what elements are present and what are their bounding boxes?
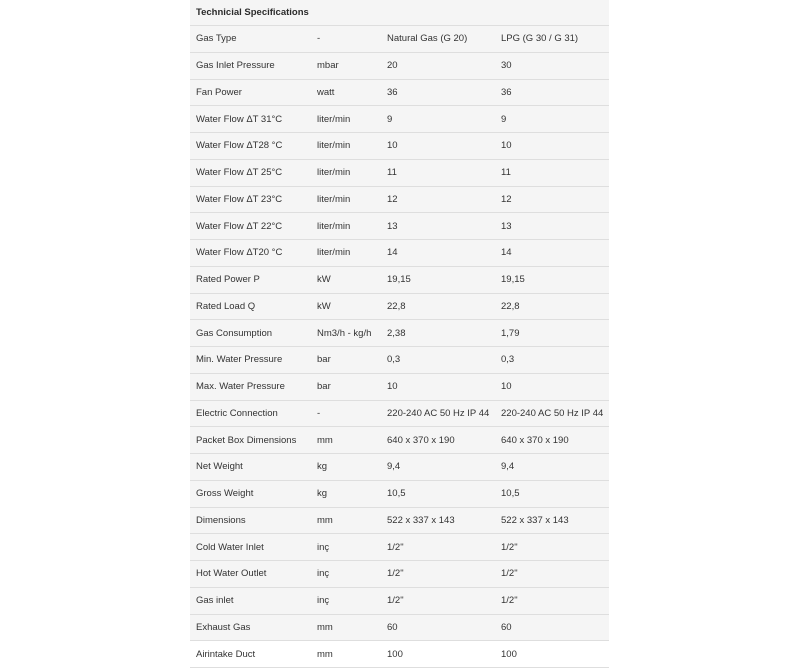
natural-gas-value-cell: 19,15 (387, 266, 501, 293)
natural-gas-value-cell: 1/2" (387, 587, 501, 614)
lpg-value-cell: 36 (501, 79, 609, 106)
unit-cell: mm (317, 614, 387, 641)
lpg-value-cell: 640 x 370 x 190 (501, 427, 609, 454)
unit-cell: liter/min (317, 186, 387, 213)
spec-name-cell: Cold Water Inlet (190, 534, 317, 561)
spec-name-cell: Packet Box Dimensions (190, 427, 317, 454)
spec-name-cell: Max. Water Pressure (190, 373, 317, 400)
lpg-value-cell: 19,15 (501, 266, 609, 293)
lpg-value-cell: 11 (501, 159, 609, 186)
table-row (190, 186, 609, 213)
table-row (190, 240, 609, 267)
unit-cell: - (317, 400, 387, 427)
natural-gas-value-cell: 1/2" (387, 534, 501, 561)
lpg-value-cell: 1/2" (501, 561, 609, 588)
natural-gas-value-cell: 11 (387, 159, 501, 186)
unit-cell: kW (317, 266, 387, 293)
lpg-value-cell: 12 (501, 186, 609, 213)
table-row (190, 373, 609, 400)
table-row (190, 213, 609, 240)
table-row (190, 641, 609, 668)
natural-gas-value-cell: 12 (387, 186, 501, 213)
unit-cell: mm (317, 507, 387, 534)
table-row (190, 266, 609, 293)
specifications-table-body (190, 26, 609, 668)
unit-cell: bar (317, 347, 387, 374)
spec-name-cell: Exhaust Gas (190, 614, 317, 641)
lpg-value-cell: 22,8 (501, 293, 609, 320)
spec-name-cell: Hot Water Outlet (190, 561, 317, 588)
spec-name-cell: Fan Power (190, 79, 317, 106)
unit-cell: liter/min (317, 159, 387, 186)
table-row (190, 79, 609, 106)
natural-gas-value-cell: 36 (387, 79, 501, 106)
spec-name-cell: Gas Type (190, 26, 317, 52)
unit-cell: inç (317, 534, 387, 561)
lpg-value-cell: 13 (501, 213, 609, 240)
table-row (190, 320, 609, 347)
unit-cell: mbar (317, 52, 387, 79)
natural-gas-value-cell: 14 (387, 240, 501, 267)
specifications-table (190, 26, 609, 668)
lpg-value-cell: 9,4 (501, 454, 609, 481)
spec-name-cell: Rated Load Q (190, 293, 317, 320)
lpg-value-cell: 60 (501, 614, 609, 641)
specifications-panel (190, 0, 609, 660)
natural-gas-value-cell: 522 x 337 x 143 (387, 507, 501, 534)
spec-name-cell: Airintake Duct (190, 641, 317, 668)
lpg-value-cell: 30 (501, 52, 609, 79)
table-row (190, 159, 609, 186)
spec-name-cell: Min. Water Pressure (190, 347, 317, 374)
lpg-value-cell: 10 (501, 373, 609, 400)
lpg-value-cell: 1/2" (501, 534, 609, 561)
lpg-value-cell: 0,3 (501, 347, 609, 374)
natural-gas-value-cell: Natural Gas (G 20) (387, 26, 501, 52)
unit-cell: mm (317, 641, 387, 668)
natural-gas-value-cell: 13 (387, 213, 501, 240)
natural-gas-value-cell: 1/2" (387, 561, 501, 588)
spec-name-cell: Rated Power P (190, 266, 317, 293)
natural-gas-value-cell: 100 (387, 641, 501, 668)
unit-cell: inç (317, 587, 387, 614)
spec-name-cell: Water Flow ΔT 25°C (190, 159, 317, 186)
spec-name-cell: Water Flow ΔT 22°C (190, 213, 317, 240)
lpg-value-cell: 522 x 337 x 143 (501, 507, 609, 534)
table-row (190, 534, 609, 561)
spec-name-cell: Gross Weight (190, 480, 317, 507)
natural-gas-value-cell: 9,4 (387, 454, 501, 481)
table-row (190, 427, 609, 454)
unit-cell: liter/min (317, 240, 387, 267)
spec-name-cell: Water Flow ΔT 23°C (190, 186, 317, 213)
table-row (190, 614, 609, 641)
spec-name-cell: Electric Connection (190, 400, 317, 427)
unit-cell: liter/min (317, 106, 387, 133)
spec-name-cell: Dimensions (190, 507, 317, 534)
natural-gas-value-cell: 0,3 (387, 347, 501, 374)
spec-name-cell: Water Flow ΔT 31°C (190, 106, 317, 133)
table-row (190, 52, 609, 79)
natural-gas-value-cell: 10 (387, 133, 501, 160)
unit-cell: bar (317, 373, 387, 400)
lpg-value-cell: 14 (501, 240, 609, 267)
table-row (190, 507, 609, 534)
unit-cell: kg (317, 454, 387, 481)
natural-gas-value-cell: 10,5 (387, 480, 501, 507)
table-row (190, 347, 609, 374)
natural-gas-value-cell: 220-240 AC 50 Hz IP 44 (387, 400, 501, 427)
unit-cell: inç (317, 561, 387, 588)
natural-gas-value-cell: 9 (387, 106, 501, 133)
table-row (190, 26, 609, 52)
unit-cell: mm (317, 427, 387, 454)
table-row (190, 454, 609, 481)
lpg-value-cell: 10,5 (501, 480, 609, 507)
table-title: Technicial Specifications (190, 0, 609, 26)
lpg-value-cell: 220-240 AC 50 Hz IP 44 (501, 400, 609, 427)
table-row (190, 293, 609, 320)
spec-name-cell: Gas inlet (190, 587, 317, 614)
natural-gas-value-cell: 2,38 (387, 320, 501, 347)
spec-name-cell: Net Weight (190, 454, 317, 481)
natural-gas-value-cell: 10 (387, 373, 501, 400)
table-row (190, 561, 609, 588)
unit-cell: - (317, 26, 387, 52)
unit-cell: Nm3/h - kg/h (317, 320, 387, 347)
table-row (190, 587, 609, 614)
unit-cell: liter/min (317, 213, 387, 240)
table-row (190, 106, 609, 133)
spec-name-cell: Gas Consumption (190, 320, 317, 347)
unit-cell: kW (317, 293, 387, 320)
table-row (190, 400, 609, 427)
spec-name-cell: Water Flow ΔT28 °C (190, 133, 317, 160)
table-row (190, 133, 609, 160)
unit-cell: liter/min (317, 133, 387, 160)
lpg-value-cell: LPG (G 30 / G 31) (501, 26, 609, 52)
spec-name-cell: Water Flow ΔT20 °C (190, 240, 317, 267)
lpg-value-cell: 100 (501, 641, 609, 668)
lpg-value-cell: 1/2" (501, 587, 609, 614)
lpg-value-cell: 9 (501, 106, 609, 133)
natural-gas-value-cell: 22,8 (387, 293, 501, 320)
unit-cell: watt (317, 79, 387, 106)
natural-gas-value-cell: 640 x 370 x 190 (387, 427, 501, 454)
spec-name-cell: Gas Inlet Pressure (190, 52, 317, 79)
lpg-value-cell: 1,79 (501, 320, 609, 347)
natural-gas-value-cell: 20 (387, 52, 501, 79)
natural-gas-value-cell: 60 (387, 614, 501, 641)
table-row (190, 480, 609, 507)
lpg-value-cell: 10 (501, 133, 609, 160)
unit-cell: kg (317, 480, 387, 507)
